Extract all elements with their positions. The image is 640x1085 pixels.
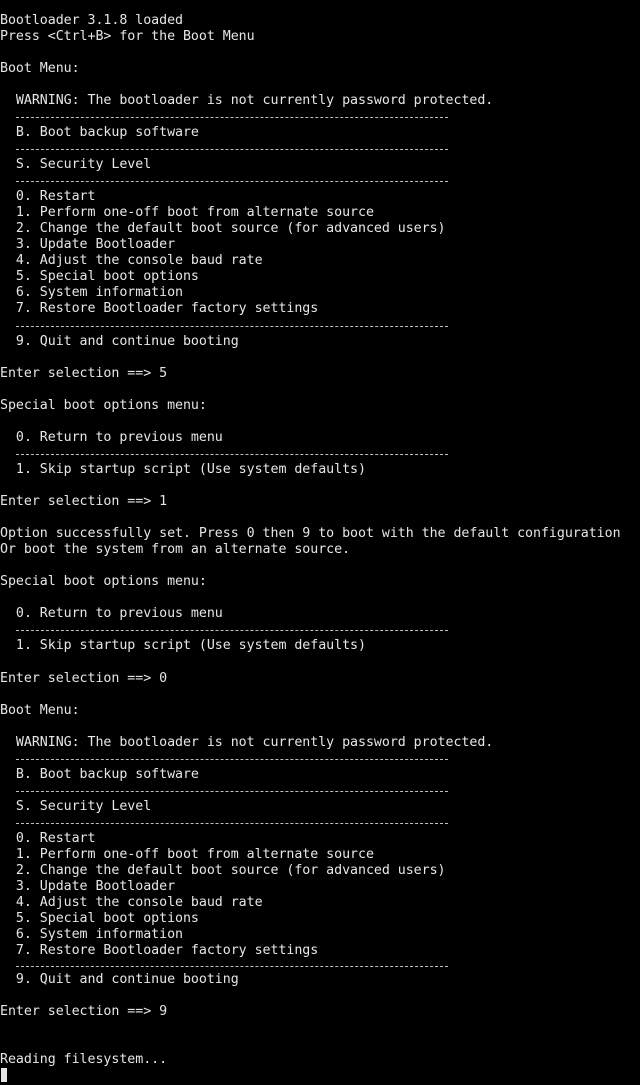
terminal-line: Bootloader 3.1.8 loaded — [0, 13, 183, 28]
menu-item-restart: 0. Restart — [0, 831, 96, 846]
menu-item-special-boot-options: 5. Special boot options — [0, 911, 199, 926]
text-cursor — [1, 1068, 7, 1082]
menu-item-system-information: 6. System information — [0, 927, 183, 942]
menu-item-security-level: S. Security Level — [0, 799, 152, 814]
menu-item-quit: 9. Quit and continue booting — [0, 334, 239, 349]
prompt-line: Enter selection ==> 0 — [0, 671, 168, 686]
menu-item-restore-factory: 7. Restore Bootloader factory settings — [0, 943, 319, 958]
terminal-line: Press <Ctrl+B> for the Boot Menu — [0, 29, 255, 44]
separator-line — [16, 149, 448, 150]
status-line: Or boot the system from an alternate source. — [0, 542, 351, 557]
menu-item-default-boot-source: 2. Change the default boot source (for advanced users) — [0, 863, 446, 878]
menu-item-return: 0. Return to previous menu — [0, 606, 223, 621]
menu-item-baud-rate: 4. Adjust the console baud rate — [0, 895, 263, 910]
separator-line — [16, 966, 448, 967]
prompt-line: Enter selection ==> 9 — [0, 1004, 168, 1019]
status-line: Reading filesystem... — [0, 1052, 168, 1067]
menu-item-quit: 9. Quit and continue booting — [0, 972, 239, 987]
warning-line: WARNING: The bootloader is not currently password protected. — [0, 93, 494, 108]
separator-line — [16, 117, 448, 118]
menu-item-update-bootloader: 3. Update Bootloader — [0, 237, 176, 252]
menu-item-security-level: S. Security Level — [0, 157, 152, 172]
menu-item-restore-factory: 7. Restore Bootloader factory settings — [0, 301, 319, 316]
terminal-line: Special boot options menu: — [0, 398, 207, 413]
terminal-line: Boot Menu: — [0, 703, 80, 718]
terminal-line: Special boot options menu: — [0, 574, 207, 589]
menu-item-boot-backup: B. Boot backup software — [0, 125, 199, 140]
menu-item-default-boot-source: 2. Change the default boot source (for advanced users) — [0, 221, 446, 236]
menu-item-one-off-boot: 1. Perform one-off boot from alternate source — [0, 205, 374, 220]
menu-item-skip-startup: 1. Skip startup script (Use system defaults) — [0, 462, 366, 477]
separator-line — [16, 759, 448, 760]
menu-item-boot-backup: B. Boot backup software — [0, 767, 199, 782]
terminal-line: Boot Menu: — [0, 61, 80, 76]
menu-item-restart: 0. Restart — [0, 189, 96, 204]
menu-item-one-off-boot: 1. Perform one-off boot from alternate source — [0, 847, 374, 862]
prompt-line: Enter selection ==> 5 — [0, 366, 168, 381]
prompt-line: Enter selection ==> 1 — [0, 494, 168, 509]
separator-line — [16, 326, 448, 327]
separator-line — [16, 454, 448, 455]
separator-line — [16, 823, 448, 824]
warning-line: WARNING: The bootloader is not currently password protected. — [0, 735, 494, 750]
menu-item-update-bootloader: 3. Update Bootloader — [0, 879, 176, 894]
menu-item-return: 0. Return to previous menu — [0, 430, 223, 445]
status-line: Option successfully set. Press 0 then 9 to boot with the default configuration — [0, 526, 621, 541]
separator-line — [16, 181, 448, 182]
menu-item-baud-rate: 4. Adjust the console baud rate — [0, 253, 263, 268]
separator-line — [16, 630, 448, 631]
separator-line — [16, 791, 448, 792]
menu-item-system-information: 6. System information — [0, 285, 183, 300]
menu-item-special-boot-options: 5. Special boot options — [0, 269, 199, 284]
menu-item-skip-startup: 1. Skip startup script (Use system defaults) — [0, 638, 366, 653]
